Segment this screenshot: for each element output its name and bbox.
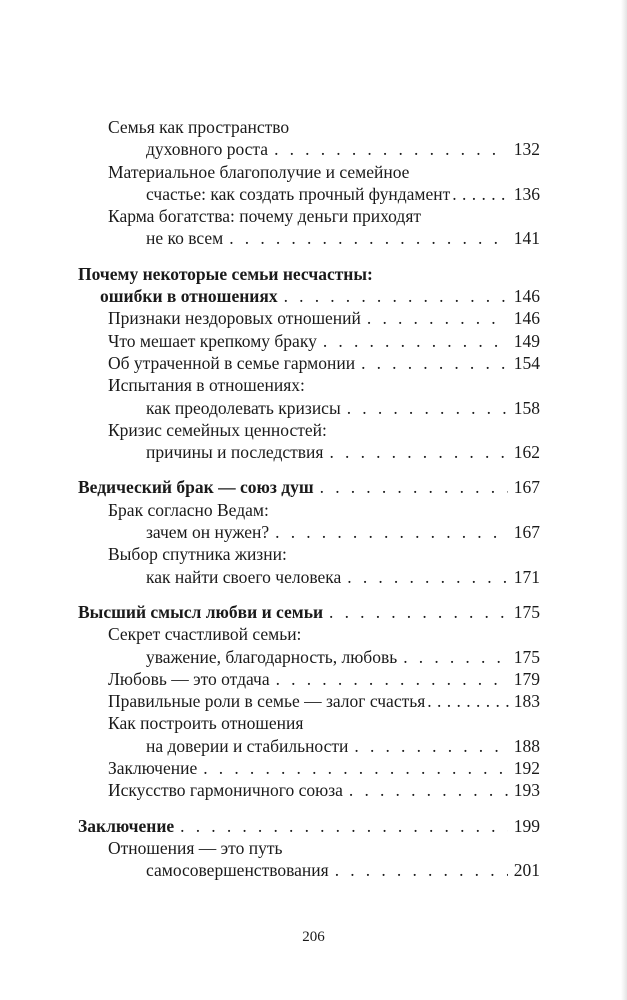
toc-section-title: Как построить отношения: [108, 713, 304, 734]
table-of-contents: [78, 116, 540, 895]
toc-page-number: 193: [513, 780, 540, 801]
toc-leader-dots: [335, 859, 508, 881]
toc-entry[interactable]: [78, 330, 540, 352]
toc-section-title: уважение, благодарность, любовь: [146, 646, 398, 667]
toc-leader-dots: [329, 601, 508, 623]
toc-entry[interactable]: [78, 397, 540, 419]
toc-leader-dots: [323, 330, 508, 352]
toc-section-title: Кризис семейных ценностей:: [108, 419, 327, 440]
toc-entry[interactable]: [78, 690, 540, 712]
toc-section-title: Отношения — это путь: [108, 837, 283, 858]
toc-page-number: 162: [513, 442, 540, 463]
toc-section-title: Любовь — это отдача: [108, 668, 270, 689]
toc-section-title: как найти своего человека: [146, 566, 342, 587]
toc-section-title: Заключение: [108, 758, 198, 779]
toc-entry[interactable]: [78, 227, 540, 249]
page-edge: [621, 0, 627, 1000]
toc-section-title: Искусство гармоничного союза: [108, 780, 343, 801]
toc-chapter: [78, 476, 540, 587]
toc-page-number: 136: [513, 183, 540, 204]
toc-section-title: Карма богатства: почему деньги приходят: [108, 206, 422, 227]
toc-chapter-title: Почему некоторые семьи несчастны:: [78, 263, 373, 284]
toc-leader-dots: [180, 815, 508, 837]
toc-entry[interactable]: [78, 757, 540, 779]
toc-page-number: 192: [513, 758, 540, 779]
toc-chapter-title: ошибки в отношениях: [100, 286, 278, 307]
toc-entry[interactable]: [78, 779, 540, 801]
toc-leader-dots: [347, 397, 508, 419]
toc-page-number: 175: [513, 646, 540, 667]
toc-section-title: на доверии и стабильности: [146, 735, 349, 756]
toc-chapter-entry[interactable]: [78, 815, 540, 837]
toc-section-title: причины и последствия: [146, 442, 324, 463]
toc-page-number: 183: [513, 691, 540, 712]
toc-page-number: 175: [513, 601, 540, 622]
toc-chapter-entry[interactable]: [78, 285, 540, 307]
toc-leader-dots: [354, 735, 507, 757]
toc-leader-dots: [329, 441, 507, 463]
toc-page-number: 167: [513, 522, 540, 543]
toc-leader-dots: [367, 307, 508, 329]
toc-leader-dots: [320, 476, 508, 498]
toc-page-number: 167: [513, 477, 540, 498]
toc-page-number: 132: [513, 139, 540, 160]
toc-entry[interactable]: [78, 352, 540, 374]
toc-page-number: 149: [513, 330, 540, 351]
toc-leader-dots: [284, 285, 508, 307]
toc-entry[interactable]: [78, 735, 540, 757]
toc-section-title: Секрет счастливой семьи:: [108, 624, 302, 645]
toc-page-number: 179: [513, 668, 540, 689]
toc-entry[interactable]: [78, 307, 540, 329]
toc-page-number: 141: [513, 228, 540, 249]
toc-entry[interactable]: [78, 859, 540, 881]
toc-chapter-entry[interactable]: [78, 601, 540, 623]
toc-section-title: как преодолевать кризисы: [146, 397, 341, 418]
toc-page-number: 199: [513, 815, 540, 836]
toc-section-title: Что мешает крепкому браку: [108, 330, 317, 351]
toc-section-title: Правильные роли в семье — залог счастья: [108, 691, 426, 712]
toc-leader-dots: [276, 668, 508, 690]
toc-chapter: [78, 601, 540, 802]
toc-page-number: 146: [513, 308, 540, 329]
toc-chapter-entry[interactable]: [78, 476, 540, 498]
toc-leader-dots: [274, 138, 508, 160]
toc-chapter-title: Ведический брак — союз душ: [78, 477, 314, 498]
toc-entry[interactable]: [78, 668, 540, 690]
toc-leader-dots: [347, 566, 507, 588]
toc-section-title: Выбор спутника жизни:: [108, 544, 287, 565]
toc-leader-dots: [403, 646, 508, 668]
toc-page-number: 171: [513, 566, 540, 587]
toc-section-title: Признаки нездоровых отношений: [108, 308, 361, 329]
toc-page-number: 154: [513, 352, 540, 373]
toc-entry[interactable]: [78, 566, 540, 588]
toc-chapter-title: Заключение: [78, 815, 175, 836]
toc-entry[interactable]: [78, 183, 540, 205]
toc-page-number: 146: [513, 286, 540, 307]
toc-chapter: [78, 815, 540, 882]
toc-page-number: 201: [513, 860, 540, 881]
toc-leader-dots: [229, 227, 508, 249]
toc-leader-dots: [349, 779, 508, 801]
toc-entry[interactable]: [78, 646, 540, 668]
toc-section-title: духовного роста: [146, 139, 269, 160]
toc-entry[interactable]: [78, 521, 540, 543]
toc-leader-dots: [361, 352, 508, 374]
toc-section-title: Испытания в отношениях:: [108, 375, 305, 396]
toc-entry[interactable]: [78, 138, 540, 160]
toc-page-number: 188: [513, 735, 540, 756]
toc-section-title: Брак согласно Ведам:: [108, 499, 269, 520]
toc-section-title: самосовершенствования: [146, 860, 329, 881]
toc-section-title: не ко всем: [146, 228, 224, 249]
toc-section-title: счастье: как создать прочный фундамент: [146, 183, 451, 204]
page-number: 206: [302, 929, 325, 945]
toc-section-title: Семья как пространство: [108, 117, 290, 137]
toc-chapter-title: Высший смысл любви и семьи: [78, 601, 324, 622]
toc-entry[interactable]: [78, 441, 540, 463]
toc-chapter-continued: [78, 116, 540, 250]
toc-leader-dots: [203, 757, 508, 779]
toc-chapter: [78, 263, 540, 464]
toc-leader-dots: [275, 521, 508, 543]
toc-leader-dots: [427, 690, 511, 712]
toc-leader-dots: [452, 183, 512, 205]
toc-page-number: 158: [513, 397, 540, 418]
toc-section-title: Об утраченной в семье гармонии: [108, 352, 356, 373]
toc-section-title: Материальное благополучие и семейное: [108, 161, 410, 182]
toc-section-title: зачем он нужен?: [146, 522, 270, 543]
